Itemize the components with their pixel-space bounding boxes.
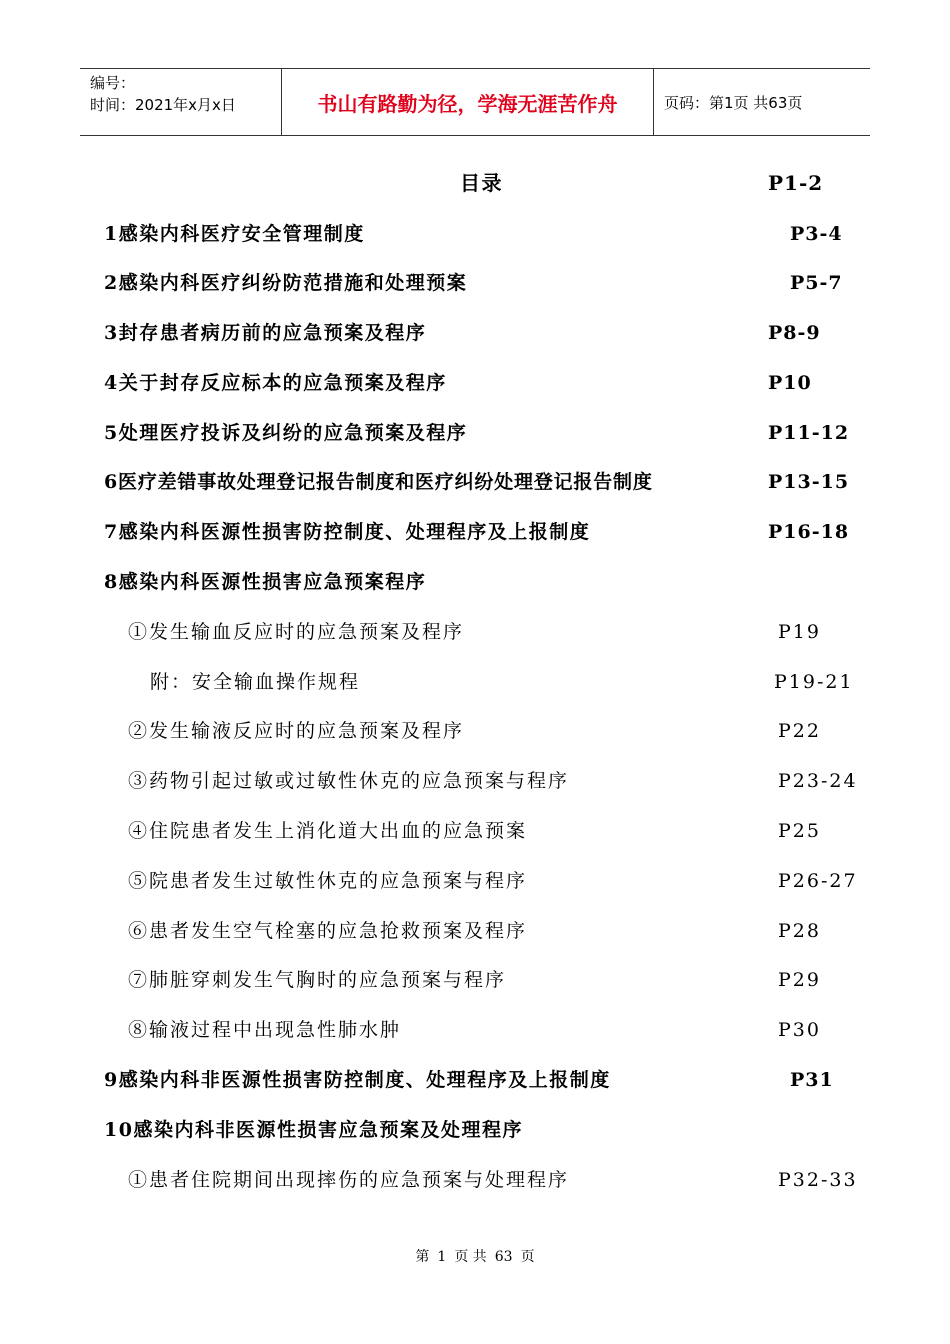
toc-entry-text: ⑦肺脏穿刺发生气胸时的应急预案与程序 (128, 969, 507, 991)
toc-entry[interactable] (0, 965, 950, 995)
toc-entry-pages: P28 (778, 920, 821, 942)
toc-entry-pages: P8-9 (768, 322, 821, 344)
toc-entry-text: 6医疗差错事故处理登记报告制度和医疗纠纷处理登记报告制度 (104, 471, 653, 493)
toc-entry[interactable] (0, 816, 950, 846)
toc-entry-text: ⑤院患者发生过敏性休克的应急预案与程序 (128, 870, 528, 892)
toc-entry-pages: P31 (790, 1069, 834, 1091)
toc-entry-pages: P19 (778, 621, 821, 643)
toc-entry[interactable] (0, 418, 950, 448)
toc-entry[interactable] (0, 1115, 950, 1145)
toc-entry[interactable] (0, 567, 950, 597)
toc-entry-text: 附：安全输血操作规程 (150, 671, 361, 693)
time-label: 时间：2021年x月x日 (90, 96, 236, 114)
toc-entry[interactable] (0, 1015, 950, 1045)
toc-entry-text: 8感染内科医源性损害应急预案程序 (104, 571, 427, 593)
footer-suffix: 页 (520, 1249, 535, 1265)
toc-entry[interactable] (0, 219, 950, 249)
footer-total-pages: 63 (494, 1249, 513, 1265)
toc-entry[interactable] (0, 318, 950, 348)
toc-entry[interactable] (0, 667, 950, 697)
toc-entry-pages: P22 (778, 720, 821, 742)
toc-entry-text: ①发生输血反应时的应急预案及程序 (128, 621, 465, 643)
toc-entry-pages: P19-21 (774, 671, 854, 693)
toc-title: 目录 (460, 171, 503, 195)
toc-entry-pages: P10 (768, 372, 812, 394)
page-header (80, 68, 870, 136)
toc-entry[interactable] (0, 268, 950, 298)
toc-entry-text: 1感染内科医疗安全管理制度 (104, 223, 365, 245)
toc-entry-text: 7感染内科医源性损害防控制度、处理程序及上报制度 (104, 521, 591, 543)
toc-entry[interactable] (0, 617, 950, 647)
code-label: 编号： (90, 74, 136, 92)
toc-entry[interactable] (0, 1165, 950, 1195)
toc-entry-text: 3封存患者病历前的应急预案及程序 (104, 322, 427, 344)
toc-entry-pages: P11-12 (768, 422, 850, 444)
header-page-info: 页码：第1页 共63页 (664, 93, 803, 112)
toc-entry[interactable] (0, 716, 950, 746)
toc-entry-text: 2感染内科医疗纠纷防范措施和处理预案 (104, 272, 468, 294)
toc-entry[interactable] (0, 368, 950, 398)
toc-entry-text: ②发生输液反应时的应急预案及程序 (128, 720, 465, 742)
toc-entry-text: ④住院患者发生上消化道大出血的应急预案 (128, 820, 528, 842)
toc-entry-pages: P5-7 (790, 272, 843, 294)
toc-entry-pages: P26-27 (778, 870, 858, 892)
toc-entry[interactable] (0, 517, 950, 547)
toc-entry-pages: P30 (778, 1019, 821, 1041)
toc-entry[interactable] (0, 467, 950, 497)
toc-title-row (0, 168, 950, 198)
toc-entry-pages: P23-24 (778, 770, 858, 792)
toc-entry[interactable] (0, 866, 950, 896)
toc-entry[interactable] (0, 916, 950, 946)
footer-middle: 页 共 (454, 1249, 487, 1265)
toc-entry-text: ⑧输液过程中出现急性肺水肿 (128, 1019, 402, 1041)
toc-entry-pages: P32-33 (778, 1169, 858, 1191)
toc-entry-text: 9感染内科非医源性损害防控制度、处理程序及上报制度 (104, 1069, 611, 1091)
toc-entry-text: ①患者住院期间出现摔伤的应急预案与处理程序 (128, 1169, 570, 1191)
toc-entry-text: 4关于封存反应标本的应急预案及程序 (104, 372, 447, 394)
footer-page-number: 1 (437, 1249, 447, 1265)
toc-entry-pages: P13-15 (768, 471, 850, 493)
toc-entry[interactable] (0, 1065, 950, 1095)
toc-entry-text: ③药物引起过敏或过敏性休克的应急预案与程序 (128, 770, 570, 792)
toc-entry-pages: P29 (778, 969, 821, 991)
toc-entry-text: 10感染内科非医源性损害应急预案及处理程序 (104, 1119, 523, 1141)
toc-entry-text: 5处理医疗投诉及纠纷的应急预案及程序 (104, 422, 468, 444)
header-meta (80, 69, 282, 135)
toc-entry[interactable] (0, 766, 950, 796)
toc-entry-pages: P3-4 (790, 223, 843, 245)
toc-entry-pages: P25 (778, 820, 821, 842)
toc-entry-pages: P16-18 (768, 521, 850, 543)
toc-title-pages: P1-2 (768, 171, 824, 195)
page-footer (0, 1246, 950, 1266)
header-motto: 书山有路勤为径，学海无涯苦作舟 (282, 69, 654, 135)
footer-prefix: 第 (415, 1249, 430, 1265)
toc-entry-text: ⑥患者发生空气栓塞的应急抢救预案及程序 (128, 920, 528, 942)
